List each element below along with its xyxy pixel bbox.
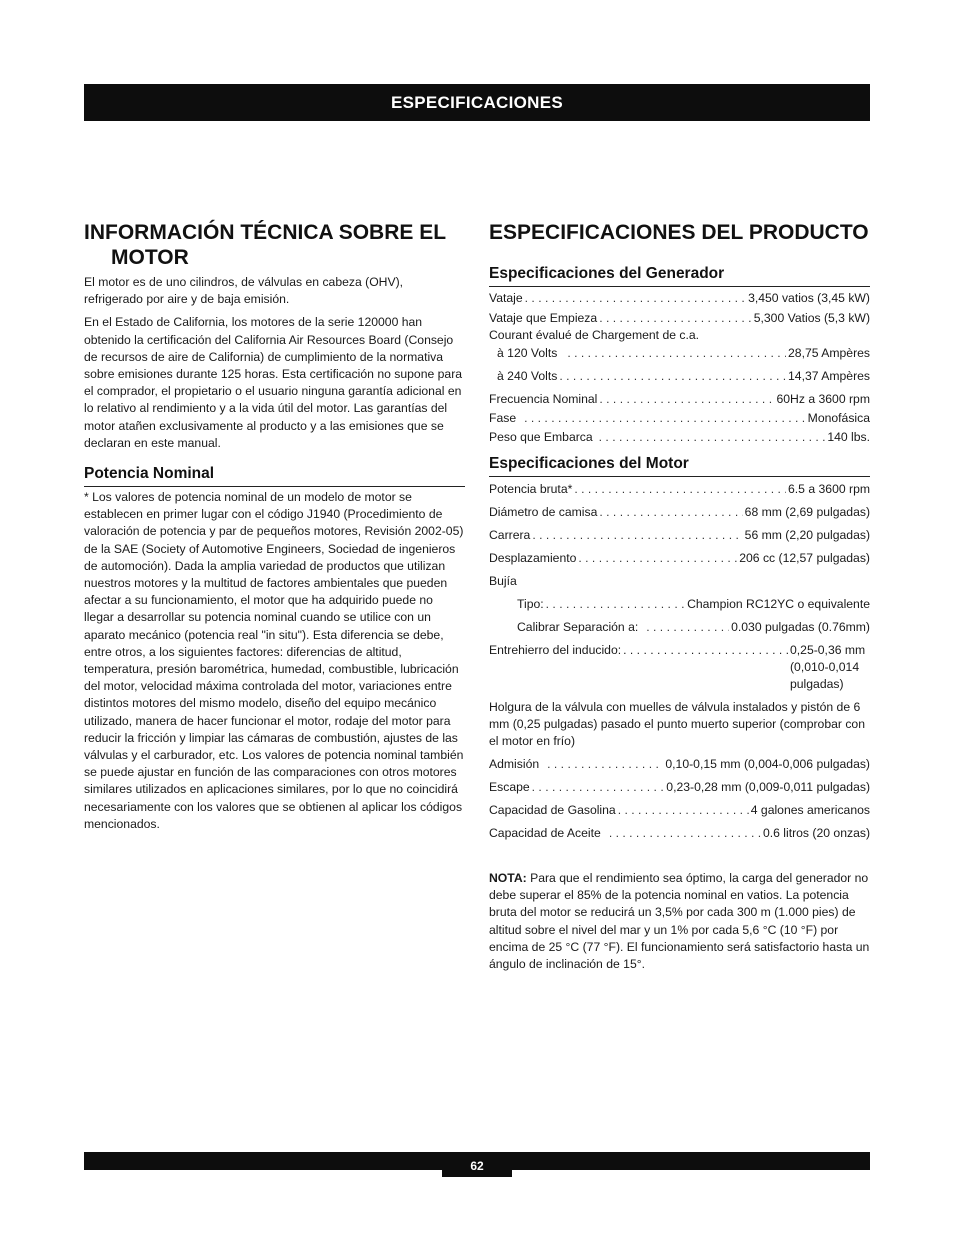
spec-value: 0,23-0,28 mm (0,009-0,011 pulgadas) xyxy=(666,780,870,794)
spec-value: 56 mm (2,20 pulgadas) xyxy=(744,528,870,542)
spec-value: 14,37 Ampères xyxy=(788,369,870,383)
spec-value: 0.030 pulgadas (0.76mm) xyxy=(731,620,870,634)
note-label: NOTA: xyxy=(489,871,527,885)
spec-label: Carrera xyxy=(489,528,531,542)
spec-row-entrehierro xyxy=(489,642,870,693)
spec-label: Entrehierro del inducido: xyxy=(489,643,622,657)
engine-info-paragraph-1: El motor es de uno cilindros, de válvulas en cabeza (OHV), refrigerado por aire y de baja emisión. xyxy=(84,275,404,307)
engine-specs-subtitle: Especificaciones del Motor xyxy=(489,454,870,477)
spec-row-desplazamiento xyxy=(489,550,870,567)
note-paragraph xyxy=(489,870,870,973)
engine-info-paragraph-2: En el Estado de California, los motores de la serie 120000 han obtenido la certificación del California Air Resources Board (Consejo de recursos de aire de California) de cumplimiento de la normativa sobre emisiones durante 125 horas. Esta certificación no supone para el comprador, el propietario o el usuario ninguna garantía adicional en lo relativo al rendimiento y a la vida útil del motor. Las garantías del motor atañen exclusivamente al producto y a las emisiones que se declaran en este manual. xyxy=(84,315,463,450)
spec-label: Calibrar Separación a: xyxy=(517,620,639,634)
right-column xyxy=(489,220,870,973)
engine-info-title: INFORMACIÓN TÉCNICA SOBRE EL MOTOR xyxy=(84,221,446,269)
spec-row-fase xyxy=(489,410,870,427)
spec-value: 28,75 Ampères xyxy=(788,346,870,360)
left-column xyxy=(84,220,465,833)
spec-value: 0.6 litros (20 onzas) xyxy=(762,826,870,840)
spec-value: 4 galones americanos xyxy=(750,803,870,817)
spec-label: à 120 Volts xyxy=(497,346,558,360)
spec-row-peso xyxy=(489,429,870,446)
spec-label: à 240 Volts xyxy=(497,369,558,383)
spec-row-aceite xyxy=(489,825,870,842)
spec-value: 5,300 Vatios (5,3 kW) xyxy=(753,311,870,325)
rated-power-paragraph: * Los valores de potencia nominal de un modelo de motor se establecen en primer lugar con el código J1940 (Procedimiento de valoración de potencia y par de pequeños motores, Revisión 2002-05) de la SAE (Society of Automotive Engineers, Sociedad de ingenieros de automoción). Dada la amplia variedad de productos que utilizan nuestros motores y la multitud de factores ambientales que pueden afectar a su funcionamiento, el motor que ha adquirido puede no llegar a desarrollar su potencia nominal cuando se utilice con un aparato mecánico (potencia real "in situ"). Esta diferencia se debe, entre otros, a los siguientes factores: diferencias de altitud, temperatura, presión barométrica, humedad, combustible, lubricación del motor, velocidad máxima controlada del motor, variaciones entre distintos motores del mismo modelo, diseño del equipo mecánico utilizado, manera de hacer funcionar el motor, rodaje del motor para reducir la fricción y limpiar las cámaras de combustión, ajustes de las válvulas y el carburador, etc. Los valores de potencia nominal también se puede ajustar en función de las comparaciones con otros motores similares utilizados en aplicaciones similares, por lo que no coincidirá necesariamente con los valores que se obtienen al aplicar los códigos mencionados. xyxy=(84,490,464,831)
spec-value: 0,10-0,15 mm (0,004-0,006 pulgadas) xyxy=(665,757,870,771)
spec-label: Capacidad de Gasolina xyxy=(489,803,616,817)
spec-row-potencia xyxy=(489,481,870,498)
spec-holgura-text: Holgura de la válvula con muelles de válvula instalados y pistón de 6 mm (0,25 pulgadas) pasado el punto muerto superior (comprobar con el motor en frío) xyxy=(489,700,865,748)
generator-specs-subtitle: Especificaciones del Generador xyxy=(489,264,870,287)
spec-value: 6.5 a 3600 rpm xyxy=(788,482,870,496)
spec-value: Champion RC12YC o equivalente xyxy=(687,597,870,611)
generator-specs-list xyxy=(489,290,870,446)
spec-label: Tipo: xyxy=(517,597,544,611)
spec-row-tipo xyxy=(489,596,870,613)
spec-value: 0,25-0,36 mm (0,010-0,014 pulgadas) xyxy=(790,643,866,691)
product-specs-title: ESPECIFICACIONES DEL PRODUCTO xyxy=(489,221,869,244)
spec-label: Diámetro de camisa xyxy=(489,505,598,519)
spec-label: Fase xyxy=(489,411,517,425)
spec-label: Peso que Embarca xyxy=(489,430,593,444)
spec-row-calibrar xyxy=(489,619,870,636)
spec-label: Vataje xyxy=(489,291,523,305)
spec-value: Monofásica xyxy=(807,411,870,425)
spec-label: Admisión xyxy=(489,757,540,771)
spec-value: 68 mm (2,69 pulgadas) xyxy=(744,505,870,519)
spec-courant-label: Courant évalué de Chargement de c.a. xyxy=(489,328,700,342)
spec-label: Capacidad de Aceite xyxy=(489,826,601,840)
section-header-bar xyxy=(84,84,870,121)
rated-power-subtitle: Potencia Nominal xyxy=(84,464,465,487)
section-header-title: ESPECIFICACIONES xyxy=(391,93,563,112)
spec-label: Frecuencia Nominal xyxy=(489,392,598,406)
spec-value: 140 lbs. xyxy=(827,430,870,444)
spec-label: Escape xyxy=(489,780,530,794)
spec-label: Potencia bruta* xyxy=(489,482,573,496)
spec-row-diametro xyxy=(489,504,870,521)
spec-label: Desplazamiento xyxy=(489,551,577,565)
note-text: Para que el rendimiento sea óptimo, la carga del generador no debe superar el 85% de la potencia nominal en vatios. La potencia bruta del motor se reducirá un 3,5% por cada 300 m (1.000 pies) de altitud sobre el nivel del mar y un 1% por cada 5,6 °C (10 °F) por encima de 25 °C (77 °F). El funcionamiento será satisfactorio hasta un ángulo de inclinación de 15°. xyxy=(489,871,870,972)
spec-row-vataje-empieza xyxy=(489,310,870,327)
spec-value: 206 cc (12,57 pulgadas) xyxy=(739,551,870,565)
spec-row-carrera xyxy=(489,527,870,544)
spec-row-admision xyxy=(489,756,870,773)
page-number: 62 xyxy=(470,1159,484,1173)
spec-row-gasolina xyxy=(489,802,870,819)
spec-row-frecuencia xyxy=(489,391,870,408)
spec-row-vataje xyxy=(489,290,870,307)
spec-row-120v xyxy=(489,345,870,362)
spec-label: Vataje que Empieza xyxy=(489,311,598,325)
spec-bujia-label: Bujía xyxy=(489,574,517,588)
page-number-tab xyxy=(442,1152,512,1177)
engine-specs-list xyxy=(489,481,870,842)
spec-value: 3,450 vatios (3,45 kW) xyxy=(748,291,870,305)
spec-row-240v xyxy=(489,368,870,385)
spec-row-escape xyxy=(489,779,870,796)
spec-value: 60Hz a 3600 rpm xyxy=(776,392,870,406)
